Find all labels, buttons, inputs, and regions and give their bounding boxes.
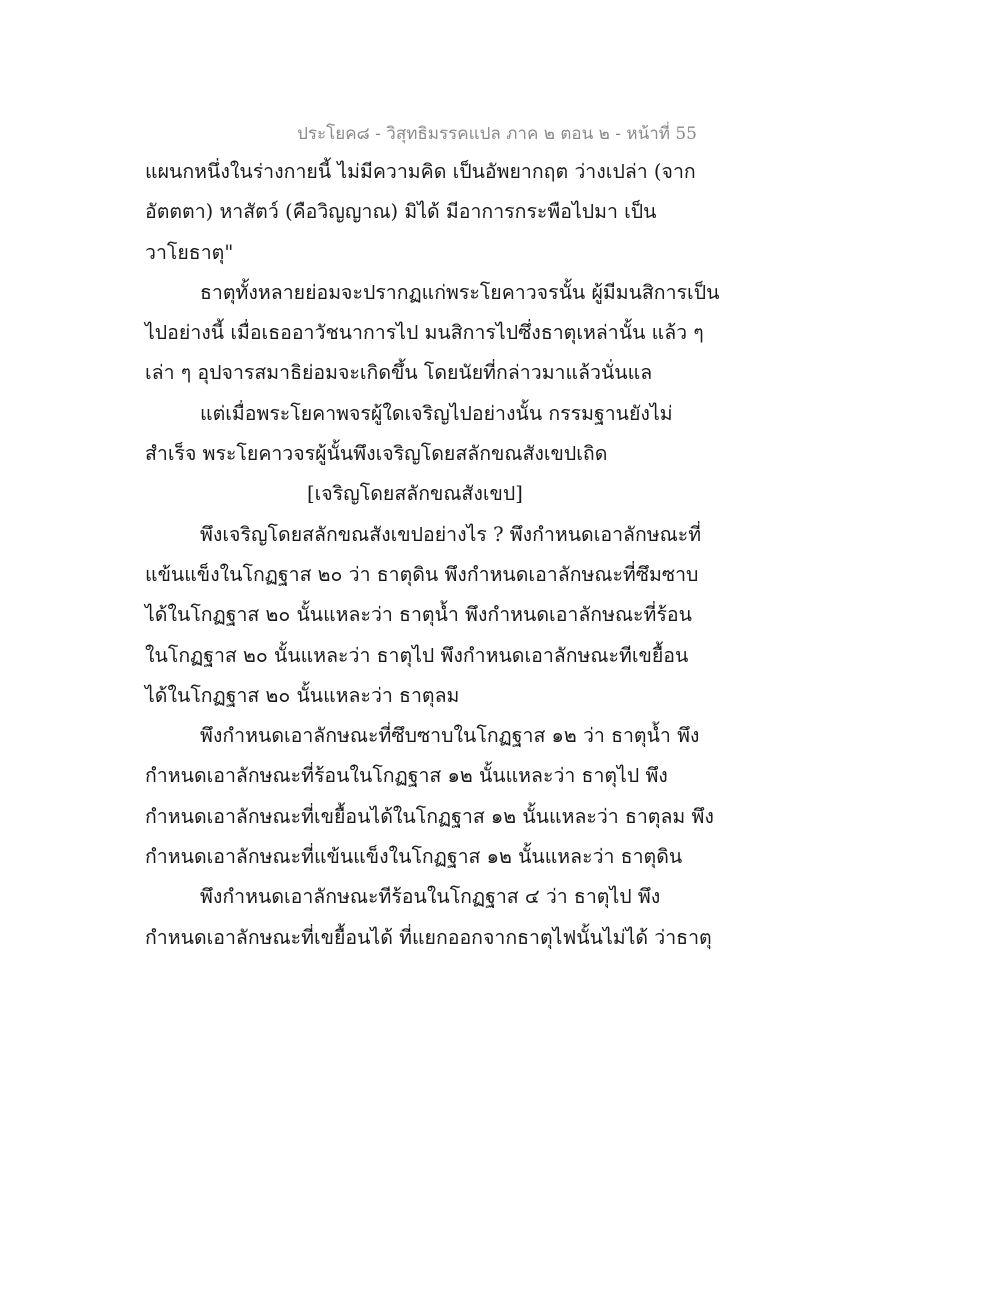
- text-line: สำเร็จ พระโยคาวจรผู้นั้นพึงเจริญโดยสลักขณสังเขปเถิด: [145, 442, 608, 466]
- text-line: เล่า ๆ อุปจารสมาธิย่อมจะเกิดขึ้น โดยนัยที่กล่าวมาแล้วนั่นแล: [145, 361, 653, 385]
- text-line: พึงกำหนดเอาลักษณะที่ซึบซาบในโกฏฐาส ๑๒ ว่า ธาตุน้ำ พึง: [200, 724, 700, 748]
- text-line: แข้นแข็งในโกฏฐาส ๒๐ ว่า ธาตุดิน พึงกำหนดเอาลักษณะที่ซึมซาบ: [145, 562, 699, 586]
- text-line: วาโยธาตุ": [145, 240, 234, 264]
- text-line: ไปอย่างนี้ เมื่อเธออาวัชนาการไป มนสิการไปซึ่งธาตุเหล่านั้น แล้ว ๆ: [145, 321, 704, 345]
- text-line: กำหนดเอาลักษณะที่เขยื้อนได้ ที่แยกออกจากธาตุไฟนั้นไม่ได้ ว่าธาตุ: [145, 925, 712, 949]
- text-line: แต่เมื่อพระโยคาพจรผู้ใดเจริญไปอย่างนั้น กรรมฐานยังไม่: [200, 401, 673, 425]
- running-head: ประโยค๘ - วิสุทธิมรรคแปล ภาค ๒ ตอน ๒ - หน้าที่ 55: [297, 124, 697, 144]
- text-line: พึงกำหนดเอาลักษณะทีร้อนในโกฏฐาส ๔ ว่า ธาตุไป พึง: [200, 885, 661, 909]
- text-line: กำหนดเอาลักษณะที่ร้อนในโกฏฐาส ๑๒ นั้นแหละว่า ธาตุไป พึง: [145, 764, 668, 788]
- text-line: ธาตุทั้งหลายย่อมจะปรากฏแก่พระโยคาวจรนั้น ผู้มีมนสิการเป็น: [200, 280, 720, 304]
- text-line: กำหนดเอาลักษณะที่เขยื้อนได้ในโกฏฐาส ๑๒ นั้นแหละว่า ธาตุลม พึง: [145, 804, 714, 828]
- text-line: แผนกหนึ่งในร่างกายนี้ ไม่มีความคิด เป็นอัพยากฤต ว่างเปล่า (จาก: [145, 160, 696, 183]
- text-line: ได้ในโกฏฐาส ๒๐ นั้นแหละว่า ธาตุน้ำ พึงกำหนดเอาลักษณะที่ร้อน: [145, 603, 692, 627]
- section-heading: [เจริญโดยสลักขณสังเขป]: [307, 482, 523, 506]
- body-text: [145, 152, 720, 958]
- text-line: ได้ในโกฏฐาส ๒๐ นั้นแหละว่า ธาตุลม: [145, 683, 460, 707]
- text-line: อัตตตา) หาสัตว์ (คือวิญญาณ) มิได้ มีอาการกระพือไปมา เป็น: [145, 200, 657, 224]
- text-line: พึงเจริญโดยสลักขณสังเขปอย่างไร ? พึงกำหนดเอาลักษณะที่: [200, 522, 702, 546]
- text-line: กำหนดเอาลักษณะที่แข้นแข็งในโกฏฐาส ๑๒ นั้นแหละว่า ธาตุดิน: [145, 845, 683, 869]
- text-line: ในโกฏฐาส ๒๐ นั้นแหละว่า ธาตุไป พึงกำหนดเอาลักษณะทีเขยื้อน: [145, 643, 689, 667]
